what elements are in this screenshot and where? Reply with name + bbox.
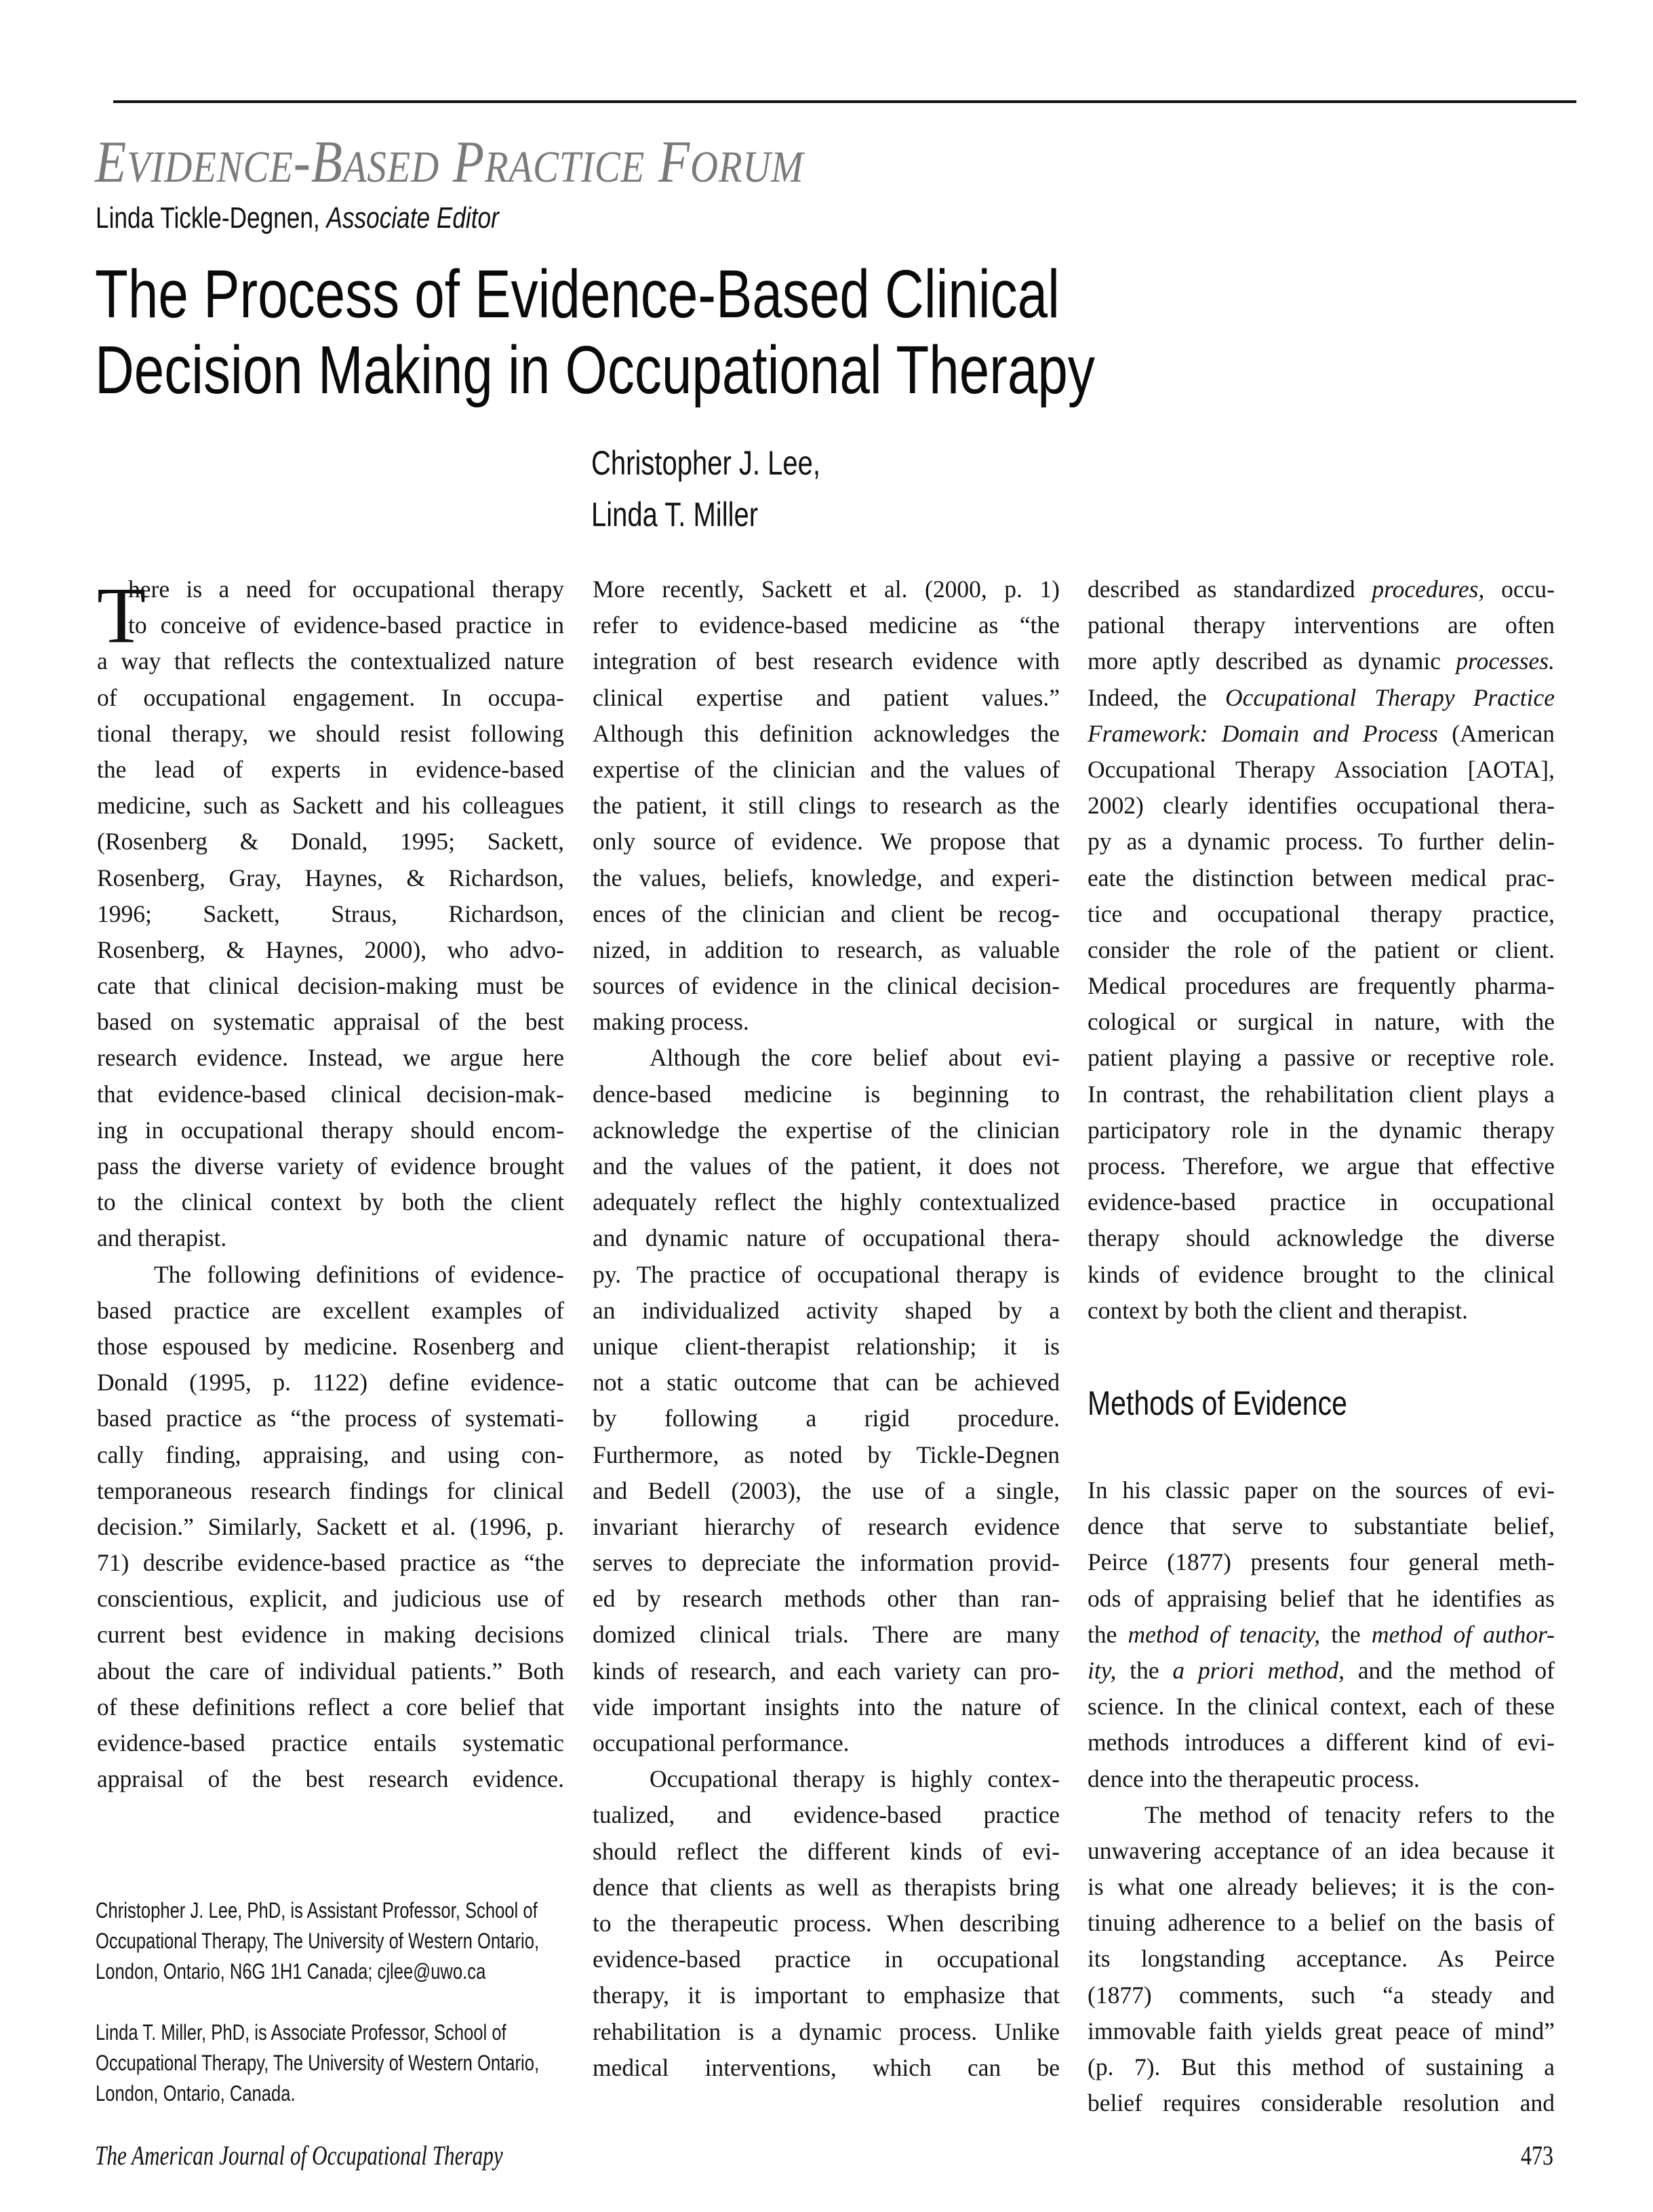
- italic-span: procedures,: [1372, 576, 1485, 603]
- associate-editor-line: [96, 203, 499, 233]
- text-line: clinical expertise and patient values.”: [593, 683, 1060, 711]
- column-lines: [1088, 571, 1555, 1329]
- text-line: integration of best research evidence with: [593, 647, 1060, 675]
- column-lines: [97, 571, 564, 1797]
- text-line: to conceive of evidence-based practice in: [128, 611, 564, 639]
- body-column-2: [593, 571, 1060, 2086]
- text-line: eate the distinction between medical prac-: [1088, 864, 1555, 891]
- text-line: science. In the clinical context, each of these: [1088, 1693, 1555, 1721]
- text-line: expertise of the clinician and the values of: [593, 755, 1060, 783]
- text-line: is what one already believes; it is the con-: [1088, 1873, 1555, 1901]
- italic-span: method of tenacity,: [1128, 1620, 1321, 1648]
- text-line: (1877) comments, such “a steady and: [1088, 1981, 1555, 2009]
- author-name: Linda T. Miller: [591, 496, 759, 534]
- affiliation-line: Occupational Therapy, The University of Western Ontario,: [96, 2051, 540, 2075]
- text-line: The following definitions of evidence-: [154, 1260, 564, 1288]
- italic-span: Framework: Domain and Process: [1088, 719, 1438, 747]
- text-line: the lead of experts in evidence-based: [97, 755, 564, 783]
- text-line: cate that clinical decision-making must be: [97, 972, 564, 1000]
- text-line: Donald (1995, p. 1122) define evidence-: [97, 1369, 564, 1396]
- text-line: cological or surgical in nature, with the: [1088, 1008, 1555, 1036]
- author-name: Christopher J. Lee,: [591, 444, 820, 482]
- body-column-3: [1088, 571, 1555, 1329]
- text-line: evidence-based practice in occupational: [1088, 1188, 1555, 1216]
- text-line: invariant hierarchy of research evidence: [593, 1512, 1060, 1540]
- title-line: The Process of Evidence-Based Clinical: [95, 256, 1060, 332]
- section-label-part: FORUM: [645, 129, 804, 195]
- text-line: more aptly described as dynamic processes.: [1088, 647, 1555, 675]
- text-line: to the clinical context by both the client: [97, 1188, 564, 1216]
- text-line: Indeed, the Occupational Therapy Practice: [1088, 683, 1555, 711]
- text-line: In contrast, the rehabilitation client plays a: [1088, 1080, 1555, 1108]
- text-line: temporaneous research findings for clinical: [97, 1476, 564, 1504]
- text-line: Occupational therapy is highly contex-: [650, 1765, 1060, 1793]
- text-line: by following a rigid procedure.: [593, 1405, 1060, 1432]
- text-line: kinds of evidence brought to the clinical: [1088, 1260, 1555, 1288]
- text-line: those espoused by medicine. Rosenberg and: [97, 1332, 564, 1360]
- editor-name: Linda Tickle-Degnen,: [96, 201, 327, 235]
- text-line: (p. 7). But this method of sustaining a: [1088, 2053, 1555, 2080]
- text-line: Although this definition acknowledges the: [593, 719, 1060, 747]
- text-line: py. The practice of occupational therapy is: [593, 1260, 1060, 1288]
- section-label-part: -BASED: [293, 129, 440, 195]
- text-line: 1996; Sackett, Straus, Richardson,: [97, 900, 564, 927]
- text-line: Rosenberg, & Haynes, 2000), who advo-: [97, 936, 564, 963]
- text-line: serves to depreciate the information provid-: [593, 1549, 1060, 1577]
- text-line: tice and occupational therapy practice,: [1088, 900, 1555, 927]
- affiliation-line: London, Ontario, N6G 1H1 Canada; cjlee@uwo.ca: [96, 1959, 486, 1984]
- text-line: medicine, such as Sackett and his colleagues: [97, 792, 564, 820]
- text-line: decision.” Similarly, Sackett et al. (1996, p.: [97, 1512, 564, 1540]
- text-line: 2002) clearly identifies occupational thera-: [1088, 792, 1555, 820]
- text-line: its longstanding acceptance. As Peirce: [1088, 1945, 1555, 1973]
- column-lines: [593, 571, 1060, 2086]
- text-line: tualized, and evidence-based practice: [593, 1801, 1060, 1829]
- text-line: sources of evidence in the clinical decision-: [593, 972, 1060, 1000]
- text-line: an individualized activity shaped by a: [593, 1296, 1060, 1324]
- text-line: that evidence-based clinical decision-mak-: [97, 1080, 564, 1108]
- text-line: patient playing a passive or receptive role.: [1088, 1044, 1555, 1072]
- body-column-1: [97, 571, 564, 1797]
- text-line: py as a dynamic process. To further delin-: [1088, 828, 1555, 856]
- text-line: (Rosenberg & Donald, 1995; Sackett,: [97, 828, 564, 856]
- text-line: here is a need for occupational therapy: [128, 576, 564, 603]
- text-line: evidence-based practice in occupational: [593, 1946, 1060, 1973]
- text-line: dence-based medicine is beginning to: [593, 1080, 1060, 1108]
- text-line: Rosenberg, Gray, Haynes, & Richardson,: [97, 864, 564, 891]
- text-line: therapy, it is important to emphasize that: [593, 1982, 1060, 2009]
- text-line: ed by research methods other than ran-: [593, 1585, 1060, 1613]
- text-line: Occupational Therapy Association [AOTA],: [1088, 755, 1555, 783]
- text-line: and therapist.: [97, 1224, 227, 1252]
- affiliation-line: Occupational Therapy, The University of Western Ontario,: [96, 1929, 540, 1953]
- text-line: vide important insights into the nature of: [593, 1693, 1060, 1721]
- affiliation-line: Linda T. Miller, PhD, is Associate Professor, School of: [96, 2020, 506, 2045]
- text-line: the values, beliefs, knowledge, and experi-: [593, 864, 1060, 891]
- text-line: adequately reflect the highly contextualized: [593, 1188, 1060, 1216]
- text-line: only source of evidence. We propose that: [593, 828, 1060, 856]
- text-line: and Bedell (2003), the use of a single,: [593, 1476, 1060, 1504]
- text-line: based on systematic appraisal of the best: [97, 1008, 564, 1036]
- text-line: should reflect the different kinds of evi-: [593, 1837, 1060, 1865]
- text-line: ences of the clinician and client be recog-: [593, 900, 1060, 927]
- text-line: ing in occupational therapy should encom-: [97, 1116, 564, 1144]
- author-list: [591, 437, 820, 540]
- text-line: More recently, Sackett et al. (2000, p. 1): [593, 576, 1060, 603]
- text-line: Although the core belief about evi-: [650, 1044, 1060, 1072]
- text-line: cally finding, appraising, and using con-: [97, 1441, 564, 1468]
- text-line: acknowledge the expertise of the clinician: [593, 1116, 1060, 1144]
- text-line: context by both the client and therapist.: [1088, 1296, 1468, 1324]
- text-line: of occupational engagement. In occupa-: [97, 683, 564, 711]
- text-line: conscientious, explicit, and judicious use of: [97, 1585, 564, 1613]
- affiliation-line: London, Ontario, Canada.: [96, 2081, 296, 2106]
- text-line: dence that clients as well as therapists bring: [593, 1873, 1060, 1901]
- page-number: 473: [1521, 2140, 1553, 2171]
- text-line: kinds of research, and each variety can pro-: [593, 1657, 1060, 1685]
- text-line: refer to evidence-based medicine as “the: [593, 611, 1060, 639]
- text-line: of these definitions reflect a core belief that: [97, 1693, 564, 1721]
- text-line: unwavering acceptance of an idea because it: [1088, 1836, 1555, 1864]
- article-title: [95, 256, 1095, 408]
- text-line: unique client-therapist relationship; it is: [593, 1332, 1060, 1360]
- text-line: the method of tenacity, the method of author-: [1088, 1620, 1555, 1648]
- author-affiliation: [96, 1895, 540, 1987]
- affiliation-line: Christopher J. Lee, PhD, is Assistant Professor, School of: [96, 1898, 538, 1923]
- text-line: tional therapy, we should resist following: [97, 719, 564, 747]
- italic-span: Occupational Therapy Practice: [1225, 683, 1555, 711]
- text-line: about the care of individual patients.” Both: [97, 1657, 564, 1685]
- text-line: occupational performance.: [593, 1729, 850, 1756]
- text-line: participatory role in the dynamic therapy: [1088, 1116, 1555, 1144]
- text-line: belief requires considerable resolution and: [1088, 2089, 1555, 2117]
- text-line: current best evidence in making decisions: [97, 1621, 564, 1649]
- journal-name: The American Journal of Occupational Therapy: [95, 2140, 503, 2171]
- text-line: to the therapeutic process. When describing: [593, 1909, 1060, 1937]
- text-line: The method of tenacity refers to the: [1144, 1801, 1555, 1828]
- text-line: nized, in addition to research, as valuable: [593, 936, 1060, 963]
- text-line: process. Therefore, we argue that effective: [1088, 1152, 1555, 1180]
- text-line: therapy should acknowledge the diverse: [1088, 1224, 1555, 1252]
- text-line: pass the diverse variety of evidence brought: [97, 1152, 564, 1180]
- text-line: the patient, it still clings to research as the: [593, 792, 1060, 820]
- text-line: rehabilitation is a dynamic process. Unlike: [593, 2017, 1060, 2045]
- drop-cap: T: [97, 571, 146, 660]
- text-line: Furthermore, as noted by Tickle-Degnen: [593, 1441, 1060, 1468]
- text-line: methods introduces a different kind of evi-: [1088, 1729, 1555, 1756]
- text-line: domized clinical trials. There are many: [593, 1621, 1060, 1649]
- italic-span: method of author-: [1371, 1620, 1555, 1648]
- text-line: medical interventions, which can be: [593, 2053, 1060, 2081]
- text-line: research evidence. Instead, we argue here: [97, 1044, 564, 1072]
- text-line: pational therapy interventions are often: [1088, 611, 1555, 639]
- header-rule: [113, 100, 1576, 103]
- text-line: consider the role of the patient or client.: [1088, 936, 1555, 963]
- italic-span: a priori method,: [1172, 1656, 1345, 1684]
- text-line: making process.: [593, 1008, 749, 1036]
- editor-role: Associate Editor: [326, 201, 499, 235]
- section-label-part: EVIDENCE: [95, 129, 294, 195]
- text-line: ity, the a priori method, and the method of: [1088, 1656, 1555, 1684]
- italic-span: ity,: [1088, 1656, 1117, 1684]
- text-line: ods of appraising belief that he identifies as: [1088, 1584, 1555, 1612]
- text-line: immovable faith yields great peace of mind”: [1088, 2017, 1555, 2045]
- column-lines: [1088, 1472, 1555, 2121]
- text-line: 71) describe evidence-based practice as “the: [97, 1549, 564, 1577]
- text-line: evidence-based practice entails systematic: [97, 1729, 564, 1756]
- text-line: based practice are excellent examples of: [97, 1296, 564, 1324]
- text-line: a way that reflects the contextualized nature: [97, 647, 564, 675]
- text-line: and dynamic nature of occupational thera-: [593, 1224, 1060, 1252]
- text-line: In his classic paper on the sources of evi-: [1088, 1476, 1555, 1504]
- section-label: [95, 129, 804, 195]
- body-column-3-continued: [1088, 1472, 1555, 2121]
- text-line: based practice as “the process of systemati-: [97, 1405, 564, 1432]
- text-line: appraisal of the best research evidence.: [97, 1765, 564, 1793]
- text-line: not a static outcome that can be achieved: [593, 1369, 1060, 1396]
- section-heading: Methods of Evidence: [1088, 1384, 1347, 1422]
- text-line: dence into the therapeutic process.: [1088, 1765, 1420, 1792]
- text-line: tinuing adherence to a belief on the basis of: [1088, 1909, 1555, 1937]
- text-line: Framework: Domain and Process (American: [1088, 719, 1555, 747]
- author-affiliation: [96, 2017, 540, 2109]
- text-line: described as standardized procedures, occu-: [1088, 576, 1555, 603]
- title-line: Decision Making in Occupational Therapy: [95, 332, 1095, 408]
- text-line: and the values of the patient, it does not: [593, 1152, 1060, 1180]
- text-line: Peirce (1877) presents four general meth-: [1088, 1548, 1555, 1576]
- text-line: Medical procedures are frequently pharma-: [1088, 972, 1555, 1000]
- italic-span: processes.: [1456, 647, 1555, 675]
- section-label-part: PRACTICE: [439, 129, 645, 195]
- text-line: dence that serve to substantiate belief,: [1088, 1512, 1555, 1540]
